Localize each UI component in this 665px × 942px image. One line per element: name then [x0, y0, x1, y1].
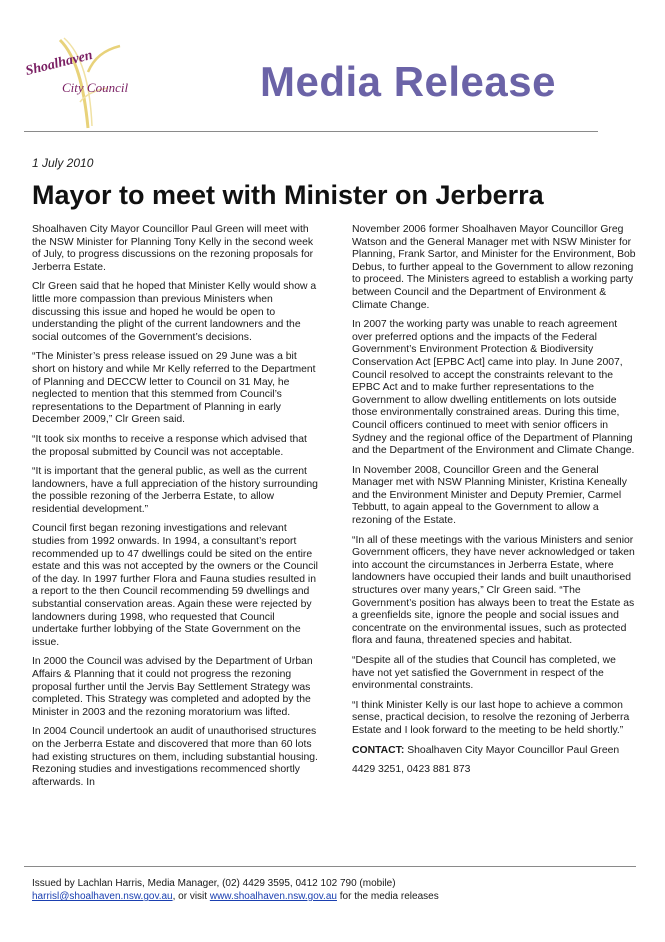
- footer-suffix: for the media releases: [336, 891, 439, 902]
- headline: Mayor to meet with Minister on Jerberra: [32, 180, 544, 210]
- paragraph: Shoalhaven City Mayor Councillor Paul Green will meet with the NSW Minister for Planning Tony Kelly in the second week of July, to progress discussions on the rezoning proposals for Jerberra Estate.: [32, 224, 314, 273]
- release-date: 1 July 2010: [32, 156, 94, 170]
- paragraph: Council first began rezoning investigations and relevant studies from 1992 onwards. In 1994, a consultant’s report recommended up to 47 dwellings could be sited on the entire estate and this was not accepted by the owners or the Council of the day. In 1997 further Flora and Fauna studies resulted in a report to the then Council recommending 59 dwellings and substantial conservation areas. Again these were rejected by landowners during 1998, who requested that Council undertake further lobbying of the State Government on the issue.: [32, 523, 318, 648]
- footer-links-line: [32, 890, 439, 903]
- paragraph: “I think Minister Kelly is our last hope to achieve a common sense, practical decision, to resolve the rezoning of Jerberra Estate and I look forward to the meeting to be held shortly.”: [352, 699, 630, 736]
- paragraph: In November 2008, Councillor Green and the General Manager met with NSW Planning Minister, Kristina Keneally and the Environment Minister and Deputy Premier, Carmel Tebbutt, to again appeal to the Government to allow a rezoning of the Estate.: [352, 464, 627, 527]
- website-link[interactable]: www.shoalhaven.nsw.gov.au: [209, 891, 337, 902]
- paragraph: “In all of these meetings with the various Ministers and senior Government officers, they have never acknowledged or taken into account the circumstances in Jerberra Estate, where landowners have occupied their lands and built unauthorised structures over many years,” Clr Green said. “The Government’s position has always been to treat the Estate as a greenfields site, ignore the people and social issues and concentrate on the environmental issues, such as protected flora and fauna, threatened species and habitat.: [352, 534, 635, 647]
- footer-or-visit: , or visit: [172, 891, 210, 902]
- email-link[interactable]: harrisl@shoalhaven.nsw.gov.au: [32, 891, 173, 902]
- masthead-title: Media Release: [260, 58, 556, 105]
- contact-label: CONTACT:: [352, 744, 405, 756]
- paragraph: “It is important that the general public, as well as the current landowners, have a full appreciation of the history surrounding the possible rezoning of the Jerberra Estate, to allow residential development.”: [32, 466, 318, 515]
- right-column: [352, 224, 637, 784]
- paragraph: “Despite all of the studies that Council has completed, we have not yet satisfied the Government in respect of the environmental constraints.: [352, 655, 616, 692]
- council-logo: [24, 36, 134, 132]
- footer-divider: [24, 866, 636, 867]
- contact-block: [352, 745, 637, 758]
- footer-issued-by: Issued by Lachlan Harris, Media Manager, (02) 4429 3595, 0412 102 790 (mobile): [32, 878, 396, 889]
- paragraph: In 2000 the Council was advised by the Department of Urban Affairs & Planning that it could not progress the rezoning proposal further until the Jervis Bay Settlement Strategy was completed. This Strategy was completed and adopted by the Minister in 2003 and the rezoning moratorium was lifted.: [32, 656, 313, 718]
- contact-text: Shoalhaven City Mayor Councillor Paul Green: [404, 744, 620, 756]
- paragraph: November 2006 former Shoalhaven Mayor Councillor Greg Watson and the General Manager met with NSW Minister for Planning, Frank Sartor, and Minister for the Environment, Bob Debus, to further appeal to the Government to allow rezoning to proceed. The Ministers agreed to establish a working party between Council and the Department of Environment & Climate Change.: [352, 224, 636, 311]
- logo-text-shoalhaven: Shoalhaven: [24, 47, 95, 80]
- footer: [32, 877, 439, 903]
- paragraph: “It took six months to receive a response which advised that the proposal submitted by Council was not acceptable.: [32, 433, 307, 458]
- header-divider: [24, 131, 598, 132]
- left-column: [32, 224, 322, 796]
- logo-text-city-council: City Council: [62, 80, 129, 95]
- paragraph: “The Minister’s press release issued on 29 June was a bit short on history and while Mr Kelly referred to the Department of Planning and DECCW letter to Council on 31 May, he neglected to mention that this stemmed from Council’s representations to the Department of Planning in early December 2009,” Clr Green said.: [32, 351, 316, 426]
- contact-phone: 4429 3251, 0423 881 873: [352, 764, 471, 776]
- paragraph: In 2007 the working party was unable to reach agreement over preferred options and the impacts of the Federal Government’s Environment Protection & Biodiversity Conservation Act [EPBC Act] came into play. In June 2007, Council resolved to accept the constraints relevant to the EPBC Act and to make further representations to the Government to allow dwelling entitlements on lots outside those environmentally constrained areas. During this time, Council officers continued to meet with senior officers in Sydney and the regional office of the Department of Planning and the Department of the Environment and Climate Change.: [352, 319, 635, 457]
- paragraph: Clr Green said that he hoped that Minister Kelly would show a little more compassion than previous Ministers when discussing this issue and hoped he would be open to understanding the plight of the current landowners and the social outcomes of the Government’s decisions.: [32, 281, 317, 343]
- paragraph: In 2004 Council undertook an audit of unauthorised structures on the Jerberra Estate and discovered that more than 60 lots had existing structures on them, including substantial housing. Rezoning studies and investigations recommenced shortly afterwards. In: [32, 726, 318, 788]
